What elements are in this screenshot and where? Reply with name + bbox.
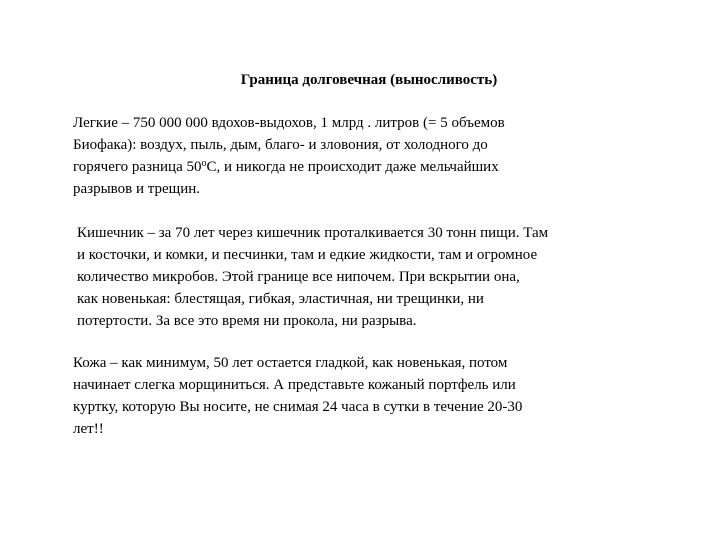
paragraph-line	[73, 156, 673, 178]
slide-title: Граница долговечная (выносливость)	[240, 72, 498, 88]
paragraph-line: разрывов и трещин.	[73, 181, 201, 197]
paragraph-line: начинает слегка морщиниться. А представьте кожаный портфель или	[73, 377, 516, 393]
paragraph-skin	[73, 352, 673, 440]
text-fragment: горячего разница 50	[73, 159, 202, 175]
paragraph-line: Кишечник – за 70 лет через кишечник проталкивается 30 тонн пищи. Там	[77, 225, 549, 241]
paragraph-line: куртку, которую Вы носите, не снимая 24 часа в сутки в течение 20-30	[73, 399, 523, 415]
paragraph-lungs	[73, 112, 673, 200]
paragraph-line: лет!!	[73, 421, 104, 437]
text-fragment: С, и никогда не происходит даже мельчайших	[206, 159, 499, 175]
degree-superscript: о	[201, 158, 207, 169]
paragraph-line: Легкие – 750 000 000 вдохов-выдохов, 1 млрд . литров (= 5 объемов	[73, 115, 505, 131]
paragraph-intestine	[77, 222, 677, 332]
paragraph-line: количество микробов. Этой границе все нипочем. При вскрытии она,	[77, 269, 520, 285]
paragraph-line: и косточки, и комки, и песчинки, там и едкие жидкости, там и огромное	[77, 247, 538, 263]
paragraph-line: Биофака): воздух, пыль, дым, благо- и зловония, от холодного до	[73, 137, 488, 153]
paragraph-line: как новенькая: блестящая, гибкая, эластичная, ни трещинки, ни	[77, 291, 484, 307]
paragraph-line: Кожа – как минимум, 50 лет остается гладкой, как новенькая, потом	[73, 355, 508, 371]
paragraph-line: потертости. За все это время ни прокола, ни разрыва.	[77, 313, 417, 329]
